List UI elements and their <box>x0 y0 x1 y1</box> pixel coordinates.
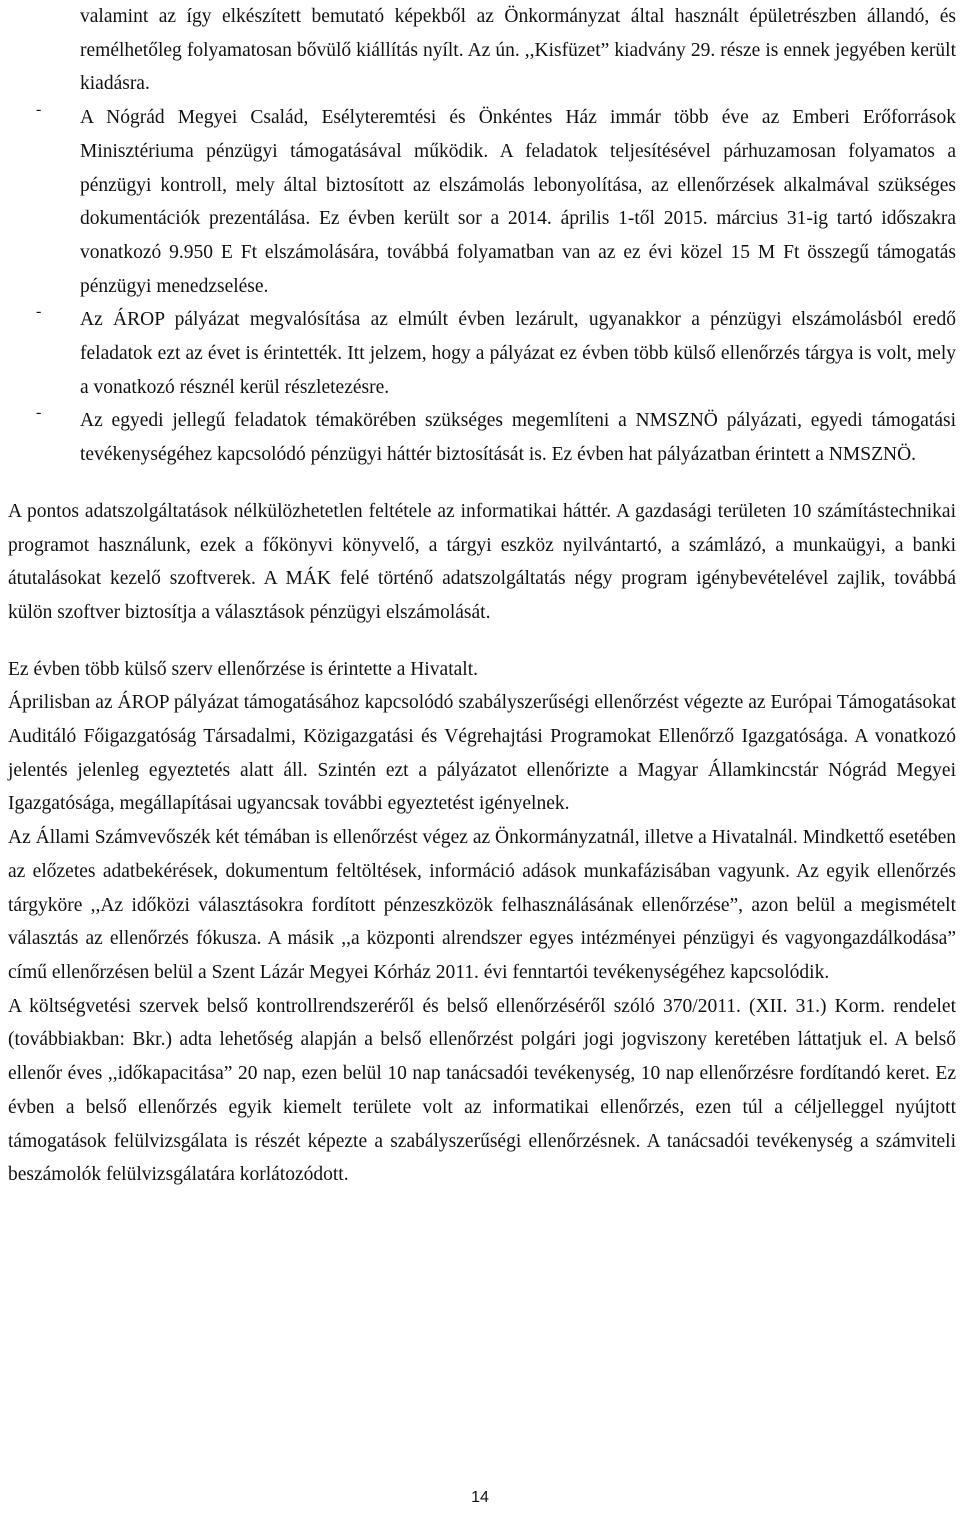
informatics-paragraph: A pontos adatszolgáltatások nélkülözhetetlen feltétele az informatikai háttér. A gazdasági területen 10 számítástechnikai programot használunk, ezek a főkönyvi könyvelő, a tárgyi eszköz nyilvántartó, a számlázó, a munkaügyi, a banki átutalásokat kezelő szoftverek. A MÁK felé történő adatszolgáltatás négy program igénybevételével zajlik, továbbá külön szoftver biztosítja a választások pénzügyi elszámolását. <box>8 500 956 623</box>
document-page <box>8 0 956 1192</box>
page-number: 14 <box>471 1489 489 1506</box>
state-audit-paragraph: Az Állami Számvevőszék két témában is ellenőrzést végez az Önkormányzatnál, illetve a Hivatalnál. Mindkettő esetében az előzetes adatbekérések, dokumentum feltöltések, információ adások munkafázisában vagyunk. Az egyik ellenőrzés tárgyköre ,,Az időközi választásokra fordított pénzeszközök felhasználásának ellenőrzése”, azon belül a megismételt választás az ellenőrzés fókusza. A másik ,,a központi alrendszer egyes intézményei pénzügyi és vagyongazdálkodása” című ellenőrzésen belül a Szent Lázár Megyei Kórház 2011. évi fenntartói tevékenységéhez kapcsolódik. <box>8 827 956 983</box>
spacer <box>8 472 956 495</box>
spacer <box>8 630 956 653</box>
internal-audit-paragraph: A költségvetési szervek belső kontrollrendszeréről és belső ellenőrzéséről szóló 370/2011. (XII. 31.) Korm. rendelet (továbbiakban: Bkr.) adta lehetőség alapján a belső ellenőrzést polgári jogi jogviszony keretében láttatjuk el. A belső ellenőr éves ,,időkapacitása” 20 nap, ezen belül 10 nap tanácsadói tevékenység, 10 nap ellenőrzésre fordítandó keret. Ez évben a belső ellenőrzés egyik kiemelt területe volt az informatikai ellenőrzés, ezen túl a céljelleggel nyújtott támogatások felülvizsgálata is részét képezte a szabályszerűségi ellenőrzésnek. A tanácsadói tevékenység a számviteli beszámolók felülvizsgálatára korlátozódott. <box>8 995 956 1186</box>
continuation-paragraph: valamint az így elkészített bemutató képekből az Önkormányzat által használt épületrészben állandó, és remélhetőleg folyamatosan bővülő kiállítás nyílt. Az ún. ,,Kisfüzet” kiadvány 29. része is ennek jegyében került kiadásra. <box>80 6 956 95</box>
bullet-dash: - <box>36 101 42 119</box>
arop-audit-paragraph: Áprilisban az ÁROP pályázat támogatásához kapcsolódó szabályszerűségi ellenőrzést végezte az Európai Támogatásokat Auditáló Főigazgatóság Társadalmi, Közigazgatási és Végrehajtási Programokat Ellenőrző Igazgatósága. A vonatkozó jelentés jelenleg egyeztetés alatt áll. Szintén ezt a pályázatot ellenőrizte a Magyar Államkincstár Nógrád Megyei Igazgatósága, megállapításai ugyancsak további egyeztetést igényelnek. <box>8 692 956 815</box>
bullet-item <box>8 101 956 303</box>
bullet-text: A Nógrád Megyei Család, Esélyteremtési és Önkéntes Ház immár több éve az Emberi Erőforrások Minisztériuma pénzügyi támogatásával működik. A feladatok teljesítésével párhuzamosan folyamatos a pénzügyi kontroll, mely által biztosított az elszámolás lebonyolítása, az ellenőrzések alkalmával szükséges dokumentációk prezentálása. Ez évben került sor a 2014. április 1-től 2015. március 31-ig tartó időszakra vonatkozó 9.950 E Ft elszámolására, továbbá folyamatban van az ez évi közel 15 M Ft összegű támogatás pénzügyi menedzselése. <box>80 107 956 297</box>
bullet-text: Az ÁROP pályázat megvalósítása az elmúlt évben lezárult, ugyanakkor a pénzügyi elszámolásból eredő feladatok ezt az évet is érintették. Itt jelzem, hogy a pályázat ez évben több külső ellenőrzés tárgya is volt, mely a vonatkozó résznél kerül részletezésre. <box>80 309 956 398</box>
bullet-text: Az egyedi jellegű feladatok témakörében szükséges megemlíteni a NMSZNÖ pályázati, egyedi támogatási tevékenységéhez kapcsolódó pénzügyi háttér biztosítását is. Ez évben hat pályázatban érintett a NMSZNÖ. <box>80 410 956 466</box>
bullet-dash: - <box>36 404 42 422</box>
bullet-item <box>8 303 956 404</box>
external-audit-intro: Ez évben több külső szerv ellenőrzése is érintette a Hivatalt. <box>8 658 478 680</box>
bullet-item <box>8 404 956 471</box>
bullet-dash: - <box>36 303 42 321</box>
